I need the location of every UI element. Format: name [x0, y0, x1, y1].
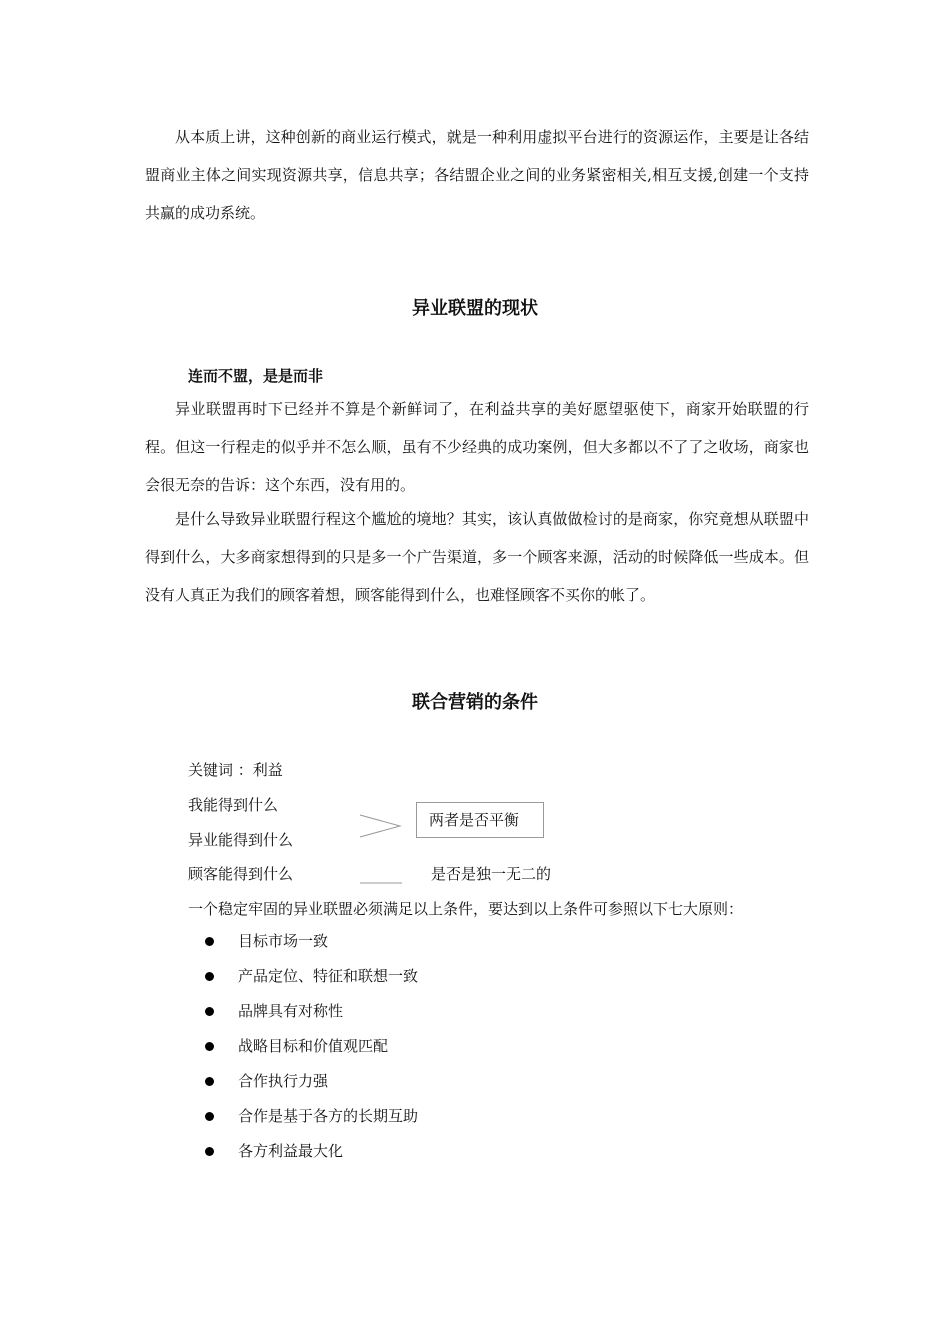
conditions-summary: 一个稳定牢固的异业联盟必须满足以上条件，要达到以上条件可参照以下七大原则： [188, 900, 744, 918]
benefit-partner: 异业能得到什么 [188, 831, 294, 849]
intro-paragraph: 从本质上讲，这种创新的商业运行模式，就是一种利用虚拟平台进行的资源运作，主要是让各结盟商业主体之间实现资源共享，信息共享；各结盟企业之间的业务紧密相关,相互支援,创建一个支持共赢的成功系统。 [145, 128, 809, 222]
conditions-heading: 联合营销的条件 [412, 692, 538, 713]
bullet-icon [205, 972, 214, 981]
principle-text: 目标市场一致 [238, 932, 329, 950]
bullet-icon [205, 1007, 214, 1016]
principle-item [200, 928, 418, 963]
benefit-self: 我能得到什么 [188, 796, 279, 814]
bullet-icon [205, 1042, 214, 1051]
bullet-icon [205, 1147, 214, 1156]
benefit-customer: 顾客能得到什么 [188, 865, 294, 883]
balance-arrow [360, 815, 400, 837]
principle-item [200, 1033, 418, 1068]
principle-item [200, 1103, 418, 1138]
principle-text: 各方利益最大化 [238, 1142, 344, 1160]
keyword-line: 关键词 ：利益 [188, 761, 283, 779]
principle-text: 品牌具有对称性 [238, 1002, 344, 1020]
bullet-icon [205, 937, 214, 946]
principle-item [200, 963, 418, 998]
status-paragraph-2: 是什么导致异业联盟行程这个尴尬的境地？其实，该认真做做检讨的是商家，你究竟想从联盟中得到什么，大多商家想得到的只是多一个广告渠道，多一个顾客来源，活动的时候降低一些成本。但没有人真正为我们的顾客着想，顾客能得到什么，也难怪顾客不买你的帐了。 [145, 510, 809, 604]
principle-text: 战略目标和价值观匹配 [238, 1037, 389, 1055]
unique-label: 是否是独一无二的 [431, 865, 552, 883]
bullet-icon [205, 1077, 214, 1086]
principle-item [200, 1138, 418, 1173]
bullet-icon [205, 1112, 214, 1121]
status-paragraph-1: 异业联盟再时下已经并不算是个新鲜词了，在利益共享的美好愿望驱使下，商家开始联盟的行程。但这一行程走的似乎并不怎么顺，虽有不少经典的成功案例，但大多都以不了了之收场，商家也会很无奈的告诉：这个东西，没有用的。 [145, 400, 809, 494]
principle-text: 合作执行力强 [238, 1072, 329, 1090]
principle-item [200, 1068, 418, 1103]
principles-list [200, 928, 418, 1173]
balance-box: 两者是否平衡 [416, 802, 544, 838]
status-subheading: 连而不盟，是是而非 [188, 367, 324, 385]
principle-text: 合作是基于各方的长期互助 [238, 1107, 419, 1125]
principle-item [200, 998, 418, 1033]
status-heading: 异业联盟的现状 [412, 298, 538, 319]
principle-text: 产品定位、特征和联想一致 [238, 967, 419, 985]
